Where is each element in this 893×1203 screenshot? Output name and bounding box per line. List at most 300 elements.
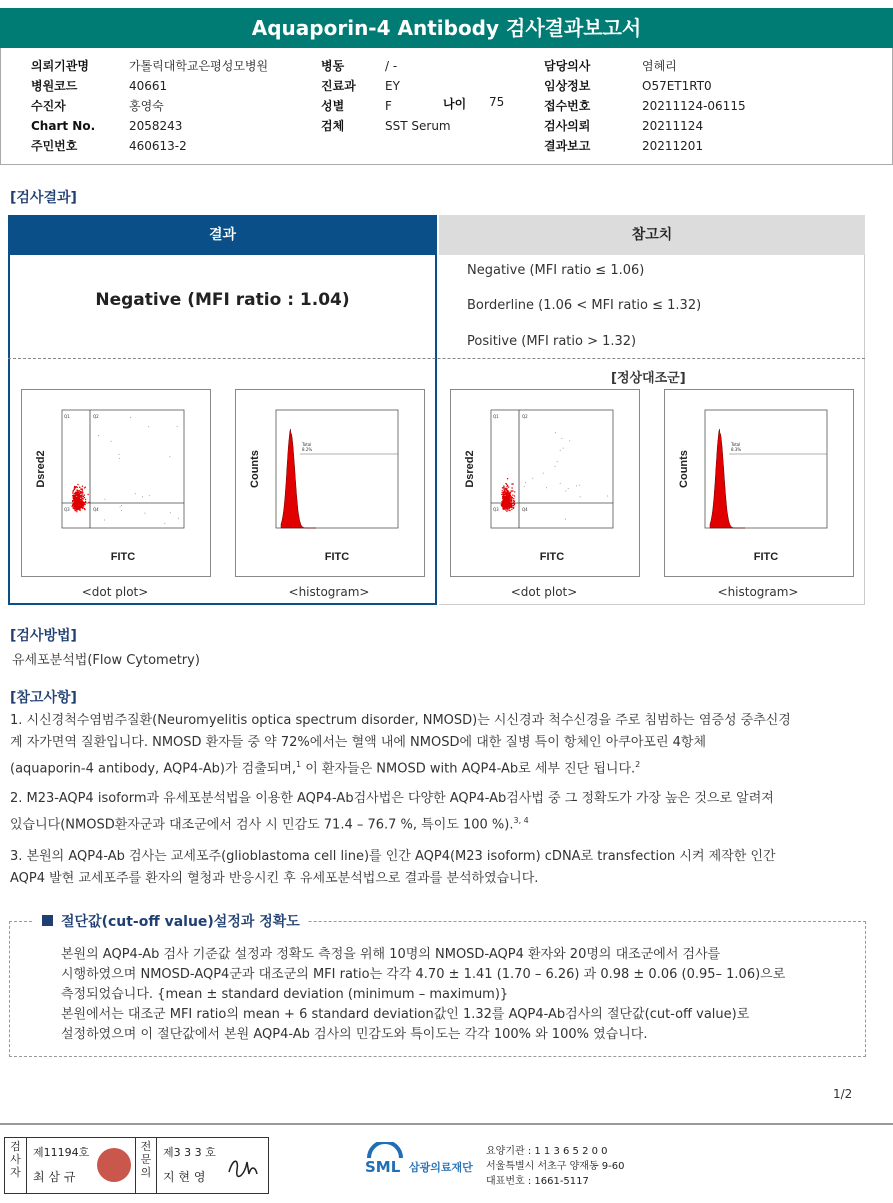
ref-1: 1 bbox=[296, 760, 302, 769]
dot-point-outlier bbox=[149, 495, 150, 496]
examiner-name: 최 삼 규 bbox=[33, 1170, 76, 1184]
seal-stamp bbox=[97, 1148, 131, 1182]
dot-point bbox=[509, 507, 510, 508]
info-label: 병동 bbox=[321, 59, 345, 73]
dot-point-outlier bbox=[525, 482, 526, 483]
patient-dot-plot bbox=[21, 389, 211, 577]
cutoff-title-wrap bbox=[34, 911, 308, 931]
reference-borderline: Borderline (1.06 < MFI ratio ≤ 1.32) bbox=[467, 298, 702, 313]
dot-point bbox=[513, 508, 514, 509]
dot-point bbox=[72, 492, 73, 493]
dot-point bbox=[75, 486, 76, 487]
dot-point bbox=[73, 490, 74, 491]
specialist-label: 전문의 bbox=[135, 1138, 157, 1193]
dot-point bbox=[79, 509, 80, 510]
dot-point-outlier bbox=[563, 448, 564, 449]
cutoff-line-1: 본원의 AQP4-Ab 검사 기준값 설정과 정확도 측정을 위해 10명의 NMOSD-AQP4 환자와 20명의 대조군에서 검사를 bbox=[61, 947, 721, 962]
quadrant-label: Q3 bbox=[493, 507, 499, 512]
info-row bbox=[544, 95, 746, 114]
dot-point bbox=[512, 483, 513, 484]
info-row bbox=[321, 115, 451, 134]
dot-point bbox=[83, 502, 84, 503]
dot-point bbox=[507, 488, 508, 489]
info-value: 2058243 bbox=[129, 119, 183, 133]
gate-label: Total bbox=[731, 442, 741, 447]
info-value: 염혜리 bbox=[642, 59, 677, 73]
dot-point bbox=[72, 500, 73, 501]
dot-point bbox=[513, 501, 514, 502]
info-label: 진료과 bbox=[321, 79, 356, 93]
info-label: 수진자 bbox=[31, 99, 66, 113]
note-3-line-2: AQP4 발현 교세포주를 환자의 혈청과 반응시킨 후 유세포분석법으로 결과를 분석하였습니다. bbox=[10, 871, 539, 886]
dot-point bbox=[503, 500, 504, 501]
dot-point bbox=[511, 490, 512, 491]
dot-point-outlier bbox=[148, 426, 149, 427]
square-bullet-icon bbox=[42, 915, 53, 926]
dot-point bbox=[511, 507, 512, 508]
info-row bbox=[321, 95, 392, 114]
dot-point bbox=[76, 504, 77, 505]
dot-point bbox=[504, 507, 505, 508]
dot-point bbox=[74, 502, 75, 503]
org-name: 삼광의료재단 bbox=[409, 1161, 473, 1174]
dot-point bbox=[512, 503, 513, 504]
dot-point-outlier bbox=[121, 505, 122, 506]
dot-point bbox=[503, 489, 504, 490]
dot-point-outlier bbox=[532, 478, 533, 479]
dot-point bbox=[84, 509, 85, 510]
dot-point bbox=[81, 503, 82, 504]
dot-point-outlier bbox=[111, 441, 112, 442]
dot-point bbox=[82, 505, 83, 506]
result-value: Negative (MFI ratio : 1.04) bbox=[95, 290, 350, 310]
dot-point bbox=[506, 490, 507, 491]
ref-3-4: 3, 4 bbox=[513, 816, 529, 825]
dot-point bbox=[81, 494, 82, 495]
dot-point-outlier bbox=[104, 520, 105, 521]
quadrant-label: Q3 bbox=[64, 507, 70, 512]
dot-point-outlier bbox=[104, 499, 105, 500]
dot-point-outlier bbox=[569, 440, 570, 441]
dot-point-outlier bbox=[565, 490, 566, 491]
dot-point bbox=[503, 504, 504, 505]
y-axis-label: Dsred2 bbox=[464, 450, 476, 488]
dot-point bbox=[508, 506, 509, 507]
dot-point bbox=[75, 502, 76, 503]
org-phone: 대표번호 : 1661-5117 bbox=[486, 1176, 589, 1187]
dot-point bbox=[510, 505, 511, 506]
note-1-line-1: 1. 시신경척수염범주질환(Neuromyelitis optica spectrum disorder, NMOSD)는 시신경과 척수신경을 주로 침범하는 염증성 중추신경 bbox=[10, 713, 791, 728]
quadrant-label: Q1 bbox=[493, 414, 499, 419]
info-row bbox=[31, 115, 182, 134]
quadrant-label: Q4 bbox=[93, 507, 99, 512]
dot-point bbox=[510, 496, 511, 497]
cutoff-line-4: 본원에서는 대조군 MFI ratio의 mean + 6 standard deviation값인 1.32를 AQP4-Ab검사의 절단값(cut-off value)로 bbox=[61, 1007, 750, 1022]
info-value: 20211201 bbox=[642, 139, 704, 153]
dot-point-outlier bbox=[142, 496, 143, 497]
gate-value: 8.3% bbox=[731, 447, 742, 452]
dot-point bbox=[506, 511, 507, 512]
patient-histogram bbox=[235, 389, 425, 577]
note-1-line-3b: 이 환자들은 NMOSD with AQP4-Ab로 세부 진단 됩니다. bbox=[301, 761, 636, 777]
dot-point-outlier bbox=[135, 493, 136, 494]
dot-point bbox=[502, 490, 503, 491]
dot-point bbox=[83, 503, 84, 504]
dot-point bbox=[77, 484, 78, 485]
cutoff-text bbox=[61, 945, 861, 1045]
dot-point bbox=[74, 493, 75, 494]
info-value: 가톨릭대학교은평성모병원 bbox=[129, 59, 269, 73]
info-row bbox=[31, 95, 164, 114]
dot-point bbox=[83, 496, 84, 497]
note-2-line-2 bbox=[10, 810, 870, 836]
info-value: EY bbox=[385, 79, 400, 93]
result-header: 결과 bbox=[8, 215, 437, 255]
info-value: 20211124-06115 bbox=[642, 99, 746, 113]
dot-point-outlier bbox=[169, 456, 170, 457]
dot-point bbox=[85, 499, 86, 500]
info-row bbox=[544, 115, 703, 134]
dot-point bbox=[511, 500, 512, 501]
reference-positive: Positive (MFI ratio > 1.32) bbox=[467, 334, 637, 349]
dot-point bbox=[82, 507, 83, 508]
control-histogram bbox=[664, 389, 854, 577]
info-value: O57ET1RT0 bbox=[642, 79, 712, 93]
dot-point bbox=[506, 494, 507, 495]
dot-point bbox=[77, 487, 78, 488]
control-dot-plot-caption: <dot plot> bbox=[510, 585, 578, 599]
dot-point bbox=[87, 494, 88, 495]
gate-label: Total bbox=[302, 442, 312, 447]
dot-point bbox=[512, 497, 513, 498]
dot-point bbox=[75, 510, 76, 511]
cutoff-title: 절단값(cut-off value)설정과 정확도 bbox=[61, 914, 300, 930]
dot-point-outlier bbox=[580, 496, 581, 497]
dot-point bbox=[82, 492, 83, 493]
dot-point-outlier bbox=[565, 519, 566, 520]
org-address bbox=[486, 1144, 625, 1189]
dot-point bbox=[85, 501, 86, 502]
gate-value: 8.2% bbox=[302, 447, 313, 452]
dot-point bbox=[85, 487, 86, 488]
reference-negative: Negative (MFI ratio ≤ 1.06) bbox=[467, 263, 645, 278]
dot-point bbox=[511, 509, 512, 510]
dot-point bbox=[73, 496, 74, 497]
dot-point-outlier bbox=[121, 510, 122, 511]
sml-logo bbox=[365, 1142, 405, 1182]
info-value: 40661 bbox=[129, 79, 168, 93]
quadrant-label: Q4 bbox=[522, 507, 528, 512]
panel-divider bbox=[8, 358, 865, 359]
dot-point bbox=[505, 507, 506, 508]
patient-dot-plot-svg bbox=[22, 390, 210, 576]
dot-point bbox=[79, 502, 80, 503]
info-row bbox=[31, 55, 268, 74]
dot-point bbox=[78, 505, 79, 506]
dot-point-outlier bbox=[560, 483, 561, 484]
dot-point bbox=[505, 499, 506, 500]
info-label: 병원코드 bbox=[31, 79, 78, 93]
dot-point bbox=[78, 498, 79, 499]
dot-point bbox=[507, 506, 508, 507]
dot-point-outlier bbox=[119, 458, 120, 459]
notes-section-title: [참고사항] bbox=[10, 690, 77, 706]
info-label: 임상정보 bbox=[544, 79, 591, 93]
info-value: 460613-2 bbox=[129, 139, 187, 153]
note-1 bbox=[10, 710, 870, 780]
cutoff-line-5: 설정하였으며 이 절단값에서 본원 AQP4-Ab 검사의 민감도와 특이도는 각각 100% 와 100% 였습니다. bbox=[61, 1027, 648, 1042]
quadrant-label: Q1 bbox=[64, 414, 70, 419]
dot-point-outlier bbox=[98, 435, 99, 436]
dot-point bbox=[78, 499, 79, 500]
info-row bbox=[321, 55, 397, 74]
dot-point bbox=[81, 500, 82, 501]
dot-point-outlier bbox=[144, 513, 145, 514]
cutoff-line-3: 측정되었습니다. {mean ± standard deviation (minimum – maximum)} bbox=[61, 987, 509, 1002]
dot-point bbox=[503, 485, 504, 486]
dot-point-outlier bbox=[178, 518, 179, 519]
dot-point bbox=[507, 493, 508, 494]
dot-point bbox=[512, 490, 513, 491]
dot-point bbox=[76, 494, 77, 495]
dot-point-outlier bbox=[579, 485, 580, 486]
dot-point-outlier bbox=[120, 507, 121, 508]
dot-point bbox=[509, 502, 510, 503]
quadrant-label: Q2 bbox=[93, 414, 99, 419]
dot-point bbox=[78, 490, 79, 491]
x-axis-label: FITC bbox=[324, 551, 350, 563]
dot-point bbox=[79, 496, 80, 497]
dot-point bbox=[72, 491, 73, 492]
control-dot-plot bbox=[450, 389, 640, 577]
dot-point bbox=[77, 492, 78, 493]
org-location: 서울특별시 서초구 양재동 9-60 bbox=[486, 1161, 625, 1172]
dot-point bbox=[76, 489, 77, 490]
info-value: 홍영숙 bbox=[129, 99, 164, 113]
info-value: F bbox=[385, 99, 392, 113]
note-1-line-3a: (aquaporin-4 antibody, AQP4-Ab)가 검출되며, bbox=[10, 761, 297, 777]
dot-point bbox=[511, 499, 512, 500]
signature-box bbox=[4, 1137, 269, 1194]
dot-point-outlier bbox=[130, 417, 131, 418]
dot-point bbox=[513, 498, 514, 499]
y-axis-label: Dsred2 bbox=[35, 450, 47, 488]
info-row bbox=[31, 75, 167, 94]
dot-point bbox=[514, 503, 515, 504]
dot-point bbox=[501, 494, 502, 495]
dot-point bbox=[73, 494, 74, 495]
dot-point bbox=[502, 505, 503, 506]
dot-point bbox=[505, 504, 506, 505]
dot-point bbox=[508, 497, 509, 498]
dot-point bbox=[508, 509, 509, 510]
dot-point bbox=[514, 491, 515, 492]
info-value: / - bbox=[385, 59, 398, 73]
dot-point bbox=[76, 499, 77, 500]
note-1-line-3 bbox=[10, 754, 870, 780]
dot-point bbox=[76, 506, 77, 507]
dot-point-outlier bbox=[555, 466, 556, 467]
dot-point bbox=[504, 493, 505, 494]
control-histogram-caption: <histogram> bbox=[717, 585, 799, 599]
dot-point-outlier bbox=[546, 487, 547, 488]
quadrant-label: Q2 bbox=[522, 414, 528, 419]
dot-point bbox=[502, 487, 503, 488]
cutoff-line-2: 시행하였으며 NMOSD-AQP4군과 대조군의 MFI ratio는 각각 4.70 ± 1.41 (1.70 – 6.26) 과 0.98 ± 0.06 (0.95– 1.06)으로 bbox=[61, 967, 786, 982]
org-code: 요양기관 : 1 1 3 6 5 2 0 0 bbox=[486, 1146, 608, 1157]
dot-point bbox=[73, 508, 74, 509]
dot-point bbox=[80, 496, 81, 497]
dot-point bbox=[507, 509, 508, 510]
dot-point-outlier bbox=[119, 454, 120, 455]
info-label: 검사의뢰 bbox=[544, 119, 591, 133]
dot-point bbox=[508, 496, 509, 497]
dot-point bbox=[74, 498, 75, 499]
info-row bbox=[544, 55, 677, 74]
patient-histogram-caption: <histogram> bbox=[288, 585, 370, 599]
dot-point bbox=[75, 504, 76, 505]
report-title: Aquaporin-4 Antibody 검사결과보고서 bbox=[0, 8, 893, 48]
dot-point bbox=[83, 498, 84, 499]
dot-point-outlier bbox=[568, 488, 569, 489]
dot-point bbox=[502, 508, 503, 509]
examiner-label: 검사자 bbox=[5, 1138, 27, 1193]
dot-point-outlier bbox=[555, 432, 556, 433]
dot-point bbox=[73, 499, 74, 500]
info-label: 의뢰기관명 bbox=[31, 59, 89, 73]
note-3 bbox=[10, 846, 870, 890]
note-3-line-1: 3. 본원의 AQP4-Ab 검사는 교세포주(glioblastoma cell line)를 인간 AQP4(M23 isoform) cDNA로 transfection 시켜 제작한 인간 bbox=[10, 849, 776, 864]
x-axis-label: FITC bbox=[539, 551, 565, 563]
dot-point bbox=[508, 486, 509, 487]
dot-point bbox=[507, 478, 508, 479]
info-label: 접수번호 bbox=[544, 99, 591, 113]
dot-point bbox=[84, 495, 85, 496]
dot-point-outlier bbox=[560, 450, 561, 451]
dot-point bbox=[80, 488, 81, 489]
dot-point bbox=[82, 486, 83, 487]
dot-point-outlier bbox=[524, 486, 525, 487]
dot-point bbox=[503, 498, 504, 499]
dot-point bbox=[76, 500, 77, 501]
info-label: 결과보고 bbox=[544, 139, 591, 153]
dot-point bbox=[80, 506, 81, 507]
info-label: 담당의사 bbox=[544, 59, 591, 73]
dot-point bbox=[513, 505, 514, 506]
dot-point bbox=[84, 497, 85, 498]
note-1-line-2: 계 자가면역 질환입니다. NMOSD 환자들 중 약 72%에서는 혈액 내에 NMOSD에 대한 질병 특이 항체인 아쿠아포린 4항체 bbox=[10, 735, 707, 750]
info-value: SST Serum bbox=[385, 119, 451, 133]
dot-point bbox=[507, 485, 508, 486]
dot-point bbox=[514, 495, 515, 496]
dot-point bbox=[513, 500, 514, 501]
info-label: Chart No. bbox=[31, 119, 96, 133]
dot-point bbox=[76, 511, 77, 512]
note-2-line-1: 2. M23-AQP4 isoform과 유세포분석법을 이용한 AQP4-Ab검사법은 다양한 AQP4-Ab검사법 중 그 정확도가 가장 높은 것으로 알려져 bbox=[10, 791, 774, 806]
info-label: 검체 bbox=[321, 119, 345, 133]
dot-point bbox=[510, 492, 511, 493]
reference-header: 참고치 bbox=[439, 215, 865, 255]
info-row bbox=[31, 135, 187, 154]
dot-point bbox=[503, 497, 504, 498]
dot-point bbox=[507, 491, 508, 492]
dot-point bbox=[83, 505, 84, 506]
dot-point-outlier bbox=[177, 426, 178, 427]
info-label: 주민번호 bbox=[31, 139, 78, 153]
info-value: 20211124 bbox=[642, 119, 704, 133]
dot-point bbox=[502, 502, 503, 503]
dot-point bbox=[79, 487, 80, 488]
info-row bbox=[544, 75, 712, 94]
dot-point-outlier bbox=[557, 461, 558, 462]
dot-point bbox=[80, 505, 81, 506]
result-section-title: [검사결과] bbox=[10, 190, 77, 206]
info-label: 성별 bbox=[321, 99, 345, 113]
dot-point-outlier bbox=[607, 496, 608, 497]
method-text: 유세포분석법(Flow Cytometry) bbox=[12, 653, 200, 668]
dot-point bbox=[505, 483, 506, 484]
dot-point bbox=[76, 497, 77, 498]
examiner-license: 제11194호 bbox=[33, 1146, 90, 1159]
specialist-license: 제3 3 3 호 bbox=[163, 1146, 216, 1159]
control-dot-plot-svg bbox=[451, 390, 639, 576]
logo-text: SML bbox=[365, 1158, 401, 1176]
dot-point bbox=[79, 492, 80, 493]
signature bbox=[225, 1152, 261, 1180]
dot-point bbox=[507, 495, 508, 496]
method-section-title: [검사방법] bbox=[10, 628, 77, 644]
dot-point-outlier bbox=[170, 512, 171, 513]
dot-point bbox=[505, 497, 506, 498]
info-row bbox=[544, 135, 703, 154]
dot-point bbox=[71, 505, 72, 506]
control-histogram-svg bbox=[665, 390, 853, 576]
dot-point bbox=[506, 486, 507, 487]
dot-point bbox=[74, 489, 75, 490]
specialist-name: 지 현 영 bbox=[163, 1170, 206, 1184]
dot-point bbox=[505, 509, 506, 510]
dot-point bbox=[502, 492, 503, 493]
y-axis-label: Counts bbox=[678, 450, 690, 488]
patient-histogram-svg bbox=[236, 390, 424, 576]
note-2-line-2a: 있습니다(NMOSD환자군과 대조군에서 검사 시 민감도 71.4 – 76.7 %, 특이도 100 %). bbox=[10, 817, 514, 833]
page-number: 1/2 bbox=[833, 1087, 853, 1101]
dot-point-outlier bbox=[576, 485, 577, 486]
ref-2: 2 bbox=[635, 760, 641, 769]
dot-point-outlier bbox=[164, 523, 165, 524]
dot-point bbox=[88, 502, 89, 503]
dot-point bbox=[79, 495, 80, 496]
age-label: 나이 bbox=[443, 97, 467, 111]
y-axis-label: Counts bbox=[249, 450, 261, 488]
note-2 bbox=[10, 788, 870, 836]
patient-dot-plot-caption: <dot plot> bbox=[81, 585, 149, 599]
dot-point bbox=[512, 494, 513, 495]
x-axis-label: FITC bbox=[753, 551, 779, 563]
dot-point bbox=[506, 491, 507, 492]
dot-point bbox=[504, 504, 505, 505]
x-axis-label: FITC bbox=[110, 551, 136, 563]
dot-point bbox=[507, 503, 508, 504]
dot-point bbox=[506, 497, 507, 498]
dot-point-outlier bbox=[543, 473, 544, 474]
dot-point bbox=[79, 500, 80, 501]
dot-point bbox=[76, 508, 77, 509]
dot-point bbox=[511, 487, 512, 488]
info-row bbox=[321, 75, 400, 94]
dot-point-outlier bbox=[561, 438, 562, 439]
age-value: 75 bbox=[489, 95, 505, 109]
